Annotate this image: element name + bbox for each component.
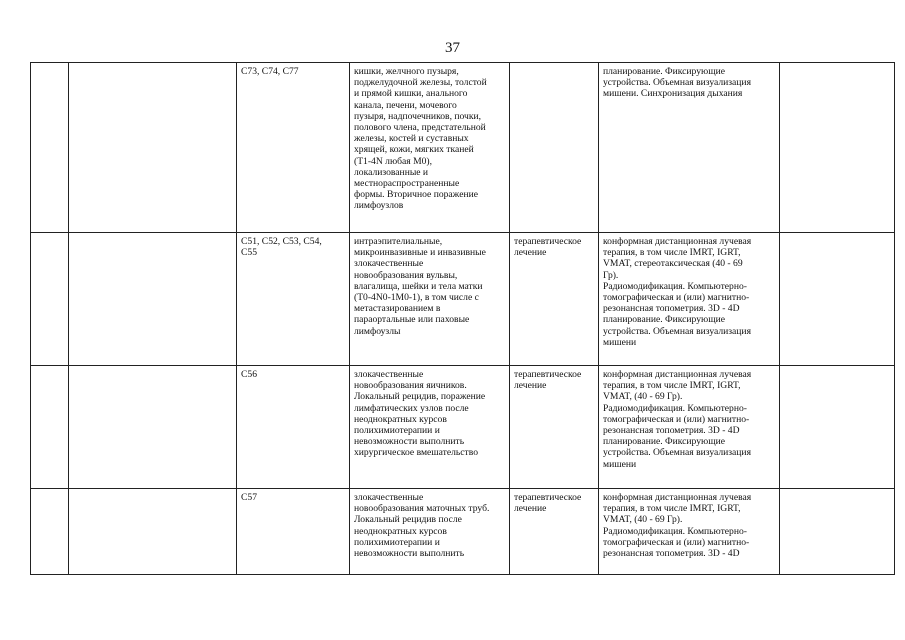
table-row — [31, 63, 895, 233]
patient-model-cell: злокачественные новообразования маточных труб. Локальный рецидив после неоднократных курсов полихимиотерапии и невозможности выполнить — [350, 489, 510, 575]
procedure-name-cell — [69, 233, 237, 366]
table-row — [31, 489, 895, 575]
procedure-name-cell — [69, 489, 237, 575]
diagnosis-codes-cell: C51, C52, C53, C54, C55 — [237, 233, 350, 366]
row-number-cell — [31, 489, 69, 575]
patient-model-cell: интраэпителиальные, микроинвазивные и инвазивные злокачественные новообразования вульвы, влагалища, шейки и тела матки (T0-4N0-1M0-1), в том числе с метастазированием в параортальные или паховые лимфоузлы — [350, 233, 510, 366]
page-number: 37 — [445, 40, 460, 56]
treatment-type-cell — [510, 63, 599, 233]
row-number-cell — [31, 366, 69, 489]
cost-cell — [780, 233, 895, 366]
procedure-name-cell — [69, 366, 237, 489]
medical-care-table — [30, 62, 895, 575]
treatment-method-cell: конформная дистанционная лучевая терапия, в том числе IMRT, IGRT, VMAT, (40 - 69 Гр). Радиомодификация. Компьютерно- томографическая и (или) магнитно- резонансная топометрия. 3D - 4D планирование. Фиксирующие устройства. Объемная визуализация мишени — [599, 366, 780, 489]
procedure-name-cell — [69, 63, 237, 233]
row-number-cell — [31, 233, 69, 366]
patient-model-cell: злокачественные новообразования яичников. Локальный рецидив, поражение лимфатических узлов после неоднократных курсов полихимиотерапии и невозможности выполнить хирургическое вмешательство — [350, 366, 510, 489]
treatment-method-cell: планирование. Фиксирующие устройства. Объемная визуализация мишени. Синхронизация дыхания — [599, 63, 780, 233]
row-number-cell — [31, 63, 69, 233]
cost-cell — [780, 63, 895, 233]
table-row — [31, 366, 895, 489]
treatment-method-cell: конформная дистанционная лучевая терапия, в том числе IMRT, IGRT, VMAT, (40 - 69 Гр). Радиомодификация. Компьютерно- томографическая и (или) магнитно- резонансная топометрия. 3D - 4D — [599, 489, 780, 575]
diagnosis-codes-cell: C73, C74, C77 — [237, 63, 350, 233]
diagnosis-codes-cell: C56 — [237, 366, 350, 489]
treatment-method-cell: конформная дистанционная лучевая терапия, в том числе IMRT, IGRT, VMAT, стереотаксическая (40 - 69 Гр). Радиомодификация. Компьютерно- томографическая и (или) магнитно- резонансная топометрия. 3D - 4D планирование. Фиксирующие устройства. Объемная визуализация мишени — [599, 233, 780, 366]
treatment-type-cell: терапевтическое лечение — [510, 489, 599, 575]
cost-cell — [780, 489, 895, 575]
cost-cell — [780, 366, 895, 489]
table-row — [31, 233, 895, 366]
diagnosis-codes-cell: C57 — [237, 489, 350, 575]
treatment-type-cell: терапевтическое лечение — [510, 366, 599, 489]
treatment-type-cell: терапевтическое лечение — [510, 233, 599, 366]
patient-model-cell: кишки, желчного пузыря, поджелудочной железы, толстой и прямой кишки, анального канала, печени, мочевого пузыря, надпочечников, почки, полового члена, предстательной железы, костей и суставных хрящей, кожи, мягких тканей (T1-4N любая M0), локализованные и местнораспространенные формы. Вторичное поражение лимфоузлов — [350, 63, 510, 233]
